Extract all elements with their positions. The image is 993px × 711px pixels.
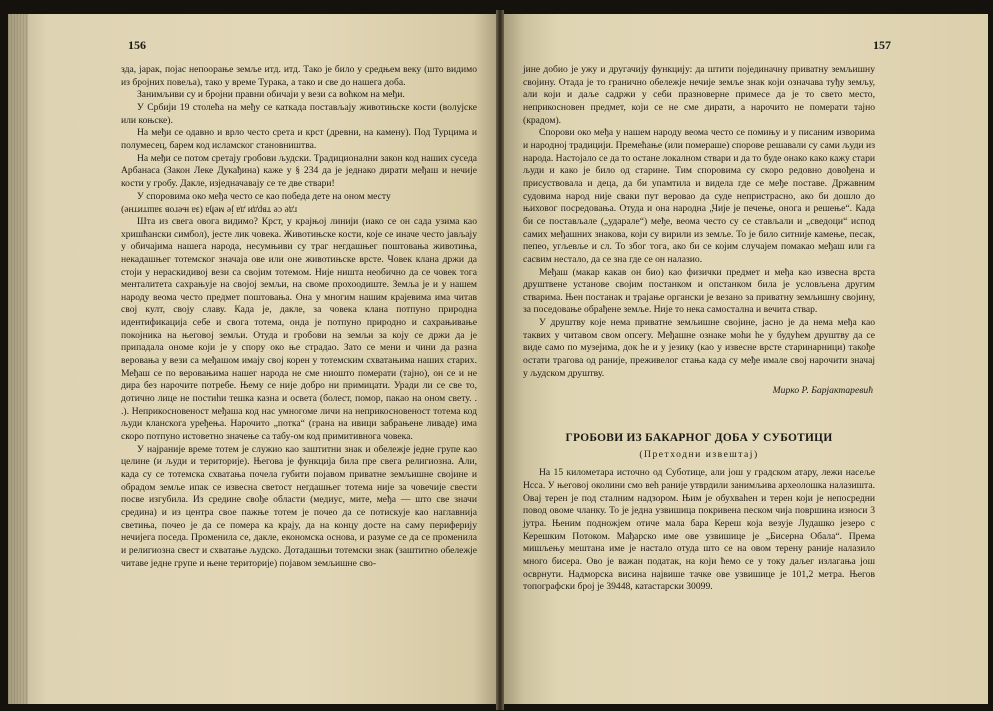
paragraph: Спорови око међа у нашем народу веома често се помињу и у писаним изворима и народној традицији. Премећање (или помераше) спорове решавали су сами људи из народа. Настојало се да то остане локалном ствари и да то буде онако како кажу стари људи и како је било од старине. Тим споровима су скоро редовно довођена и присуствовала и деца, да би упамтила и видела где се међе поставе. Државним судовима народ није сваки пут веровао да суде непристрасно, ако би дошло до њиховог посредовања. Отуда и она народна „Чије је печење, онога и решење“. Када би се постављале („ударале“) међе, веома често су се стављали и „сведоци“ испод самих међашних знакова, који су вирили из земље. То је било ситније камење, песак, пепео, угљевље и сл. То због тога, ако би се којим случајем помакао међаш или га сасвим нестало, да се зна где се он налазио. — [523, 127, 875, 265]
article-title: ГРОБОВИ ИЗ БАКАРНОГ ДОБА У СУБОТИЦИ — [565, 432, 833, 445]
paragraph: Занимљиви су и бројни правни обичаји у вези са воћком на међи. — [137, 89, 405, 101]
paragraph: У Србији 19 столећа на међу се каткада постављају животињске кости (волујске или коњске). — [121, 101, 477, 126]
paragraph: јине добио је ужу и другачију функцију: да штити појединачну приватну земљишну својину. Отада је то гранично обележје нечије земље знак који означава туђу земљу, али који и даље садржи у себи празноверне примесе да је то свето место, неприкосновен предмет, који се не сме дирати, а нарочито не померати тајно (крадом). — [523, 64, 875, 126]
author-signature: Мирко Р. Барјактаревић — [772, 385, 873, 397]
left-page-number: 156 — [128, 38, 146, 52]
paragraph: У најраније време тотем је служио као заштитни знак и обележје једне групе као целине (и људи и територије). Његова је функција била пре свега религиозна. Али, када су се тотемска схватања почела губити појавом приватне земљишне својине и обрадом земље ипак се извесна светост негдашњег тотема није за човечије свести посве изгубила. Из средине свође области (медиус, мите, међа — што све значи средина) и из центра свое пажње тотем је почео да се потискује као наглавнија светиња, почео је да се помера ка крају, да на концу досте на саму периферију нечијега поседа. Променила се, дакле, економска основа, и разуме се да се променила и религиозна свест и схватање људско. Дотадашњи тотемски знак (заштитно обележје читаве једне групе и њене територије) појавом земљишне сво- — [121, 443, 477, 569]
paragraph: На међи се одавно и врло често срета и крст (древни, на камену). Под Турцима и полумесец, барем код исламског становништва. — [121, 127, 477, 151]
paragraph: У споровима око међа често се као победа дете на оном месту — [137, 190, 391, 202]
paragraph: У друштву које нема приватне земљишне својине, јасно је да нема међа као таквих у читавом свом опсегу. Међашне ознаке моһи һе у будуһем друштву да се виде само по музејима, док һе и у језику (као у извесне врсте старинарници) такође остати трагова од раније, преживелог стања када су међе имале свој нарочити значај у људском друштву. — [523, 317, 875, 379]
right-page-number: 157 — [873, 38, 891, 52]
book-gutter — [496, 10, 504, 710]
paragraph: На 15 километара источно од Суботице, али још у градском атару, лежи насеље Нсса. У његовој околини смо веһ раније утврдили занимљива археолошка налазишта. Овај терен је под сталним надзором. Њим је обухваһен и терен који је непосредни повод овоме чланку. То је једна узвишица покривена песком чија површина износи 3 јутра. Њеним подножјем отиче мала бара Кереш која везује Лудашко језеро с Керешким Потоком. Мађарско име ове узвишице је „Бисерна Обала“. Према мишљењу мештана име је настало отуда што се на овом терену раније налазило много бисера. Ово је важан податак, на који ћемо се у току даљег излагања још осврнути. Надморска висина највише тачке ове узвишице је 101,2 метра. Његов топографски број је 39448, катастарски 30099. — [523, 467, 875, 593]
article-subtitle: (Претходни извештај) — [639, 448, 759, 460]
right-page-text — [523, 64, 875, 594]
paragraph: Шта из свега овога видимо? Крст, у крајњој линији (иако се он сада узима као хришћански симбол), јесте лик човека. Животињске кости, које се иначе често јављају у обичајима нашега народа, несумњиви су траг негдашњег поштовања животиња, некадашњег тотемског значаја ове или оне животињске врсте. Човек клана држи да стоји у нераскидивој вези са својим тотемом. Није ништа необично да се човек тога менталитета сахрањује на својој земљи, на своме прохоодиште. Земља је и у нашем народу веома често предмет поштовања. Она у многим нашим крајевима има читав свој култ, своју славу. Када је, дакле, за човека клана потпуно природна идентификација себе и свога тотема, онда је потпуно природно и сахрањивање покојника на његовој земљи. Отуда и гробови на земљи за коју се држи да је припадала ономе који је у спору око ње страдао. Зато се мени и чини да разна веровања у вези са међашом имају свој корен у тотемским схватањима наших старих. Међаш се по веровањима нашег народа не сме ниошто померати (тајно), он се и не дира без нарочите потребе. Њему се није добро ни примицати. Уради ли се све то, дотично лице не постиһи тешка казна и освета (болест, помор, пакао на оном свету. . .). Неприкосновеност међаша код нас умногоме личи на неприкосновеност тотема код људи кланскога уређења. Нарочито „потка“ (грана на ивици забрањене ливаде) има скоро потпуно истоветно значење са табу-ом код примитивнога човека. — [121, 215, 477, 443]
paragraph: Међаш (макар какав он био) као физички предмет и међа као извесна врста друштвене установе својим постанком и опстанком била је условљена другим стварима. Њен постанак и трајање органски је везано за приватну земљишну својину, за поседовање обрађене земље. Није то нека самостална и вечита ствар. — [523, 266, 875, 316]
inverted-line — [121, 203, 477, 216]
inverted-line-text: где се тврди да је међа (за његов заштитне) — [121, 204, 298, 216]
left-page-text — [121, 64, 477, 570]
paragraph: На међи се потом сретају гробови људски. Традиционални закон код наших суседа Арбанаса (Закон Леке Дукађина) каже у § 234 да је једнако дирати међаш и нечије кости у гробу. Дакле, изједначавају се те две ствари! — [121, 152, 477, 189]
paragraph: зда, јарак, појас непоорање земље итд. итд. Тако је било у средњем веку (што видимо из бројних повеља), тако у време Турака, а тако и све до нашега доба. — [121, 64, 477, 88]
page-edge-stack — [8, 14, 28, 704]
